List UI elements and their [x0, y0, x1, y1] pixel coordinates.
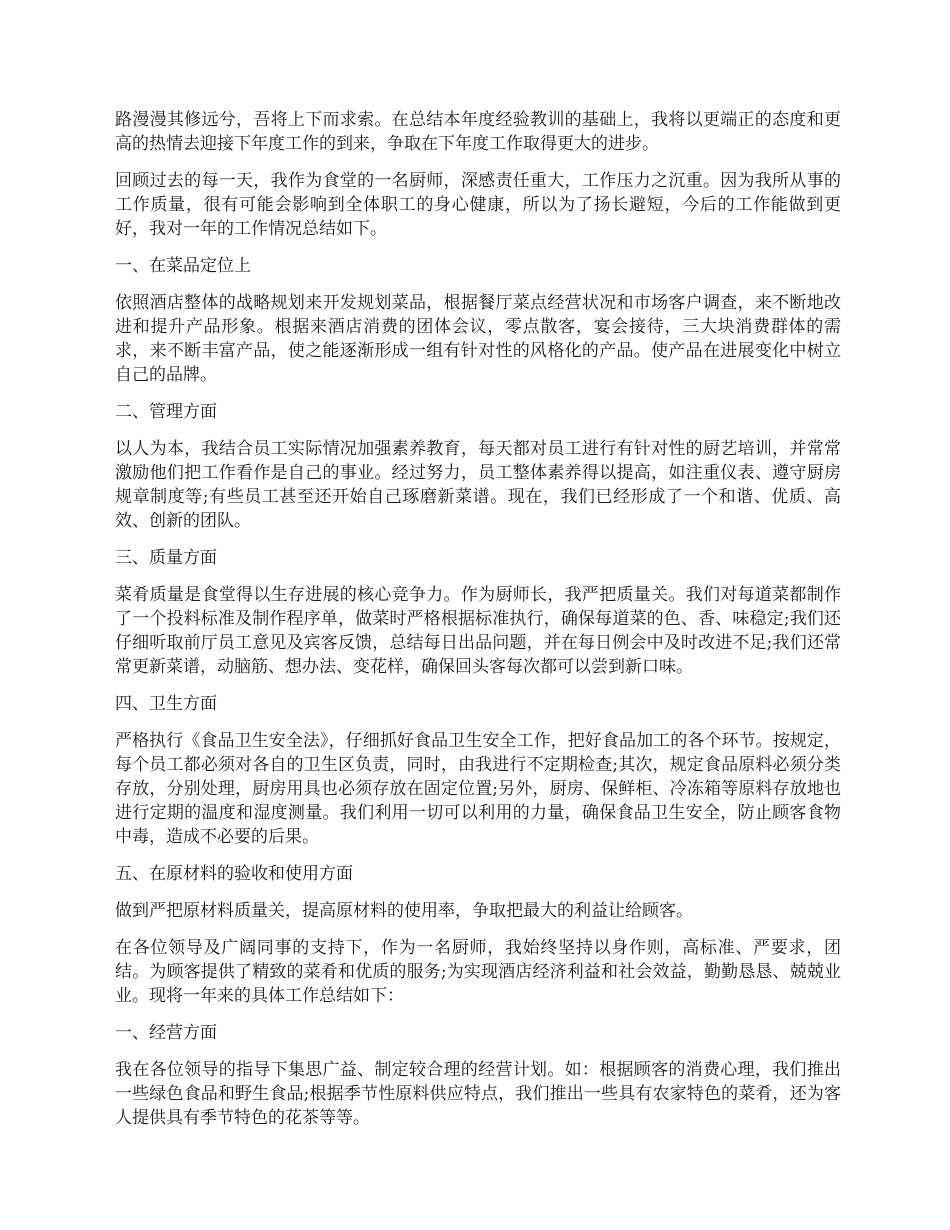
section-heading-management: 二、管理方面	[115, 402, 217, 422]
paragraph-review: 回顾过去的每一天，我作为食堂的一名厨师，深感责任重大，工作压力之沉重。因为我所从事的工作质量，很有可能会影响到全体职工的身心健康，所以为了扬长避短，今后的工作能做到更好，我对一年的工作情况总结如下。	[115, 171, 841, 239]
section-heading-hygiene: 四、卫生方面	[115, 694, 217, 714]
document-body	[115, 108, 841, 1143]
paragraph-quality: 菜肴质量是食堂得以生存进展的核心竞争力。作为厨师长，我严把质量关。我们对每道菜都制作了一个投料标准及制作程序单，做菜时严格根据标准执行，确保每道菜的色、香、味稳定;我们还仔细听取前厅员工意见及宾客反馈，总结每日出品问题，并在每日例会中及时改进不足;我们还常常更新菜谱，动脑筋、想办法、变花样，确保回头客每次都可以尝到新口味。	[115, 585, 841, 677]
paragraph-menu-positioning: 依照酒店整体的战略规划来开发规划菜品，根据餐厅菜点经营状况和市场客户调查，来不断地改进和提升产品形象。根据来酒店消费的团体会议，零点散客，宴会接待，三大块消费群体的需求，来不断丰富产品，使之能逐渐形成一组有针对性的风格化的产品。使产品在进展变化中树立自己的品牌。	[115, 293, 841, 385]
section-heading-menu-positioning: 一、在菜品定位上	[115, 256, 251, 276]
paragraph-hygiene: 严格执行《食品卫生安全法》，仔细抓好食品卫生安全工作，把好食品加工的各个环节。按规定，每个员工都必须对各自的卫生区负责，同时，由我进行不定期检查;其次，规定食品原料必须分类存放，分别处理，厨房用具也必须存放在固定位置;另外，厨房、保鲜柜、冷冻箱等原料存放地也进行定期的温度和湿度测量。我们利用一切可以利用的力量，确保食品卫生安全，防止顾客食物中毒，造成不必要的后果。	[115, 731, 841, 847]
paragraph-management: 以人为本，我结合员工实际情况加强素养教育，每天都对员工进行有针对性的厨艺培训，并常常激励他们把工作看作是自己的事业。经过努力，员工整体素养得以提高，如注重仪表、遵守厨房规章制度等;有些员工甚至还开始自己琢磨新菜谱。现在，我们已经形成了一个和谐、优质、高效、创新的团队。	[115, 439, 841, 531]
section-heading-operations: 一、经营方面	[115, 1023, 217, 1043]
section-heading-raw-materials: 五、在原材料的验收和使用方面	[115, 864, 353, 884]
paragraph-intro: 路漫漫其修远兮，吾将上下而求索。在总结本年度经验教训的基础上，我将以更端正的态度和更高的热情去迎接下年度工作的到来，争取在下年度工作取得更大的进步。	[115, 110, 841, 154]
paragraph-raw-materials: 做到严把原材料质量关，提高原材料的使用率，争取把最大的利益让给顾客。	[115, 901, 693, 921]
paragraph-operations: 我在各位领导的指导下集思广益、制定较合理的经营计划。如：根据顾客的消费心理，我们推出一些绿色食品和野生食品;根据季节性原料供应特点，我们推出一些具有农家特色的菜肴，还为客人提供具有季节特色的花茶等等。	[115, 1060, 841, 1128]
paragraph-support: 在各位领导及广阔同事的支持下，作为一名厨师，我始终坚持以身作则，高标准、严要求，团结。为顾客提供了精致的菜肴和优质的服务;为实现酒店经济利益和社会效益，勤勤恳恳、兢兢业业。现将一年来的具体工作总结如下：	[115, 938, 841, 1006]
section-heading-quality: 三、质量方面	[115, 548, 217, 568]
